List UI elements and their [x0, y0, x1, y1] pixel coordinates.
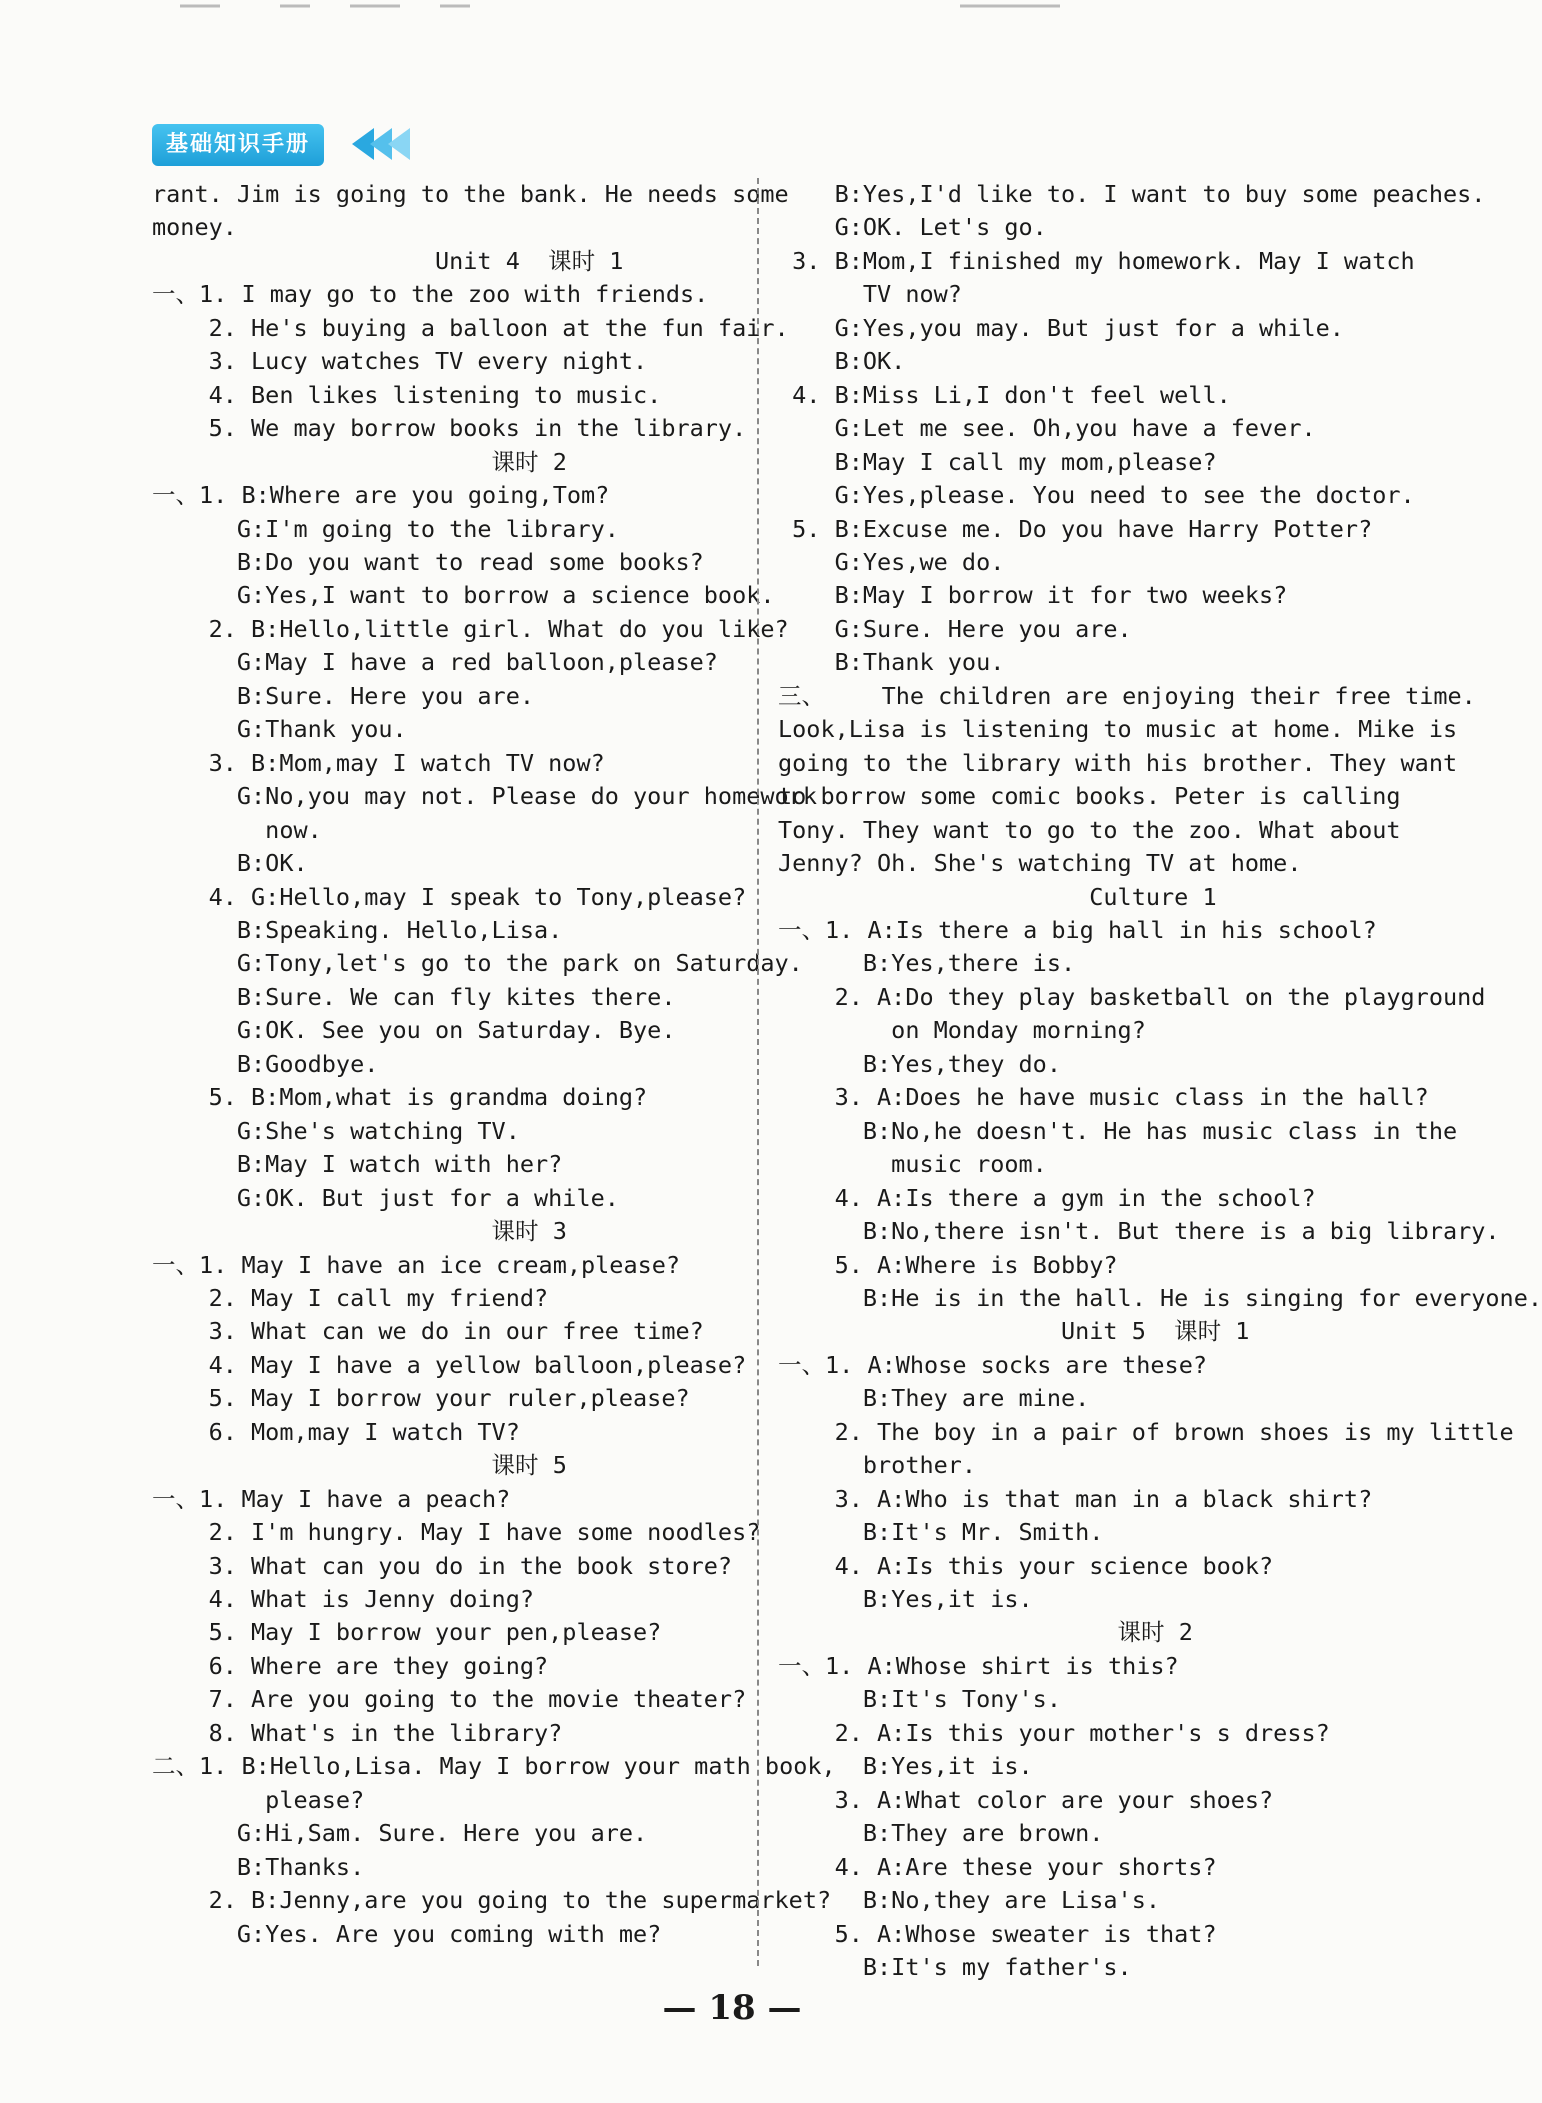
answer-column-right: B:Yes,I'd like to. I want to buy some peaches. G:OK. Let's go. 3. B:Mom,I finished my homework. May I watch TV now? G:Yes,you may. But just for a while. B:OK. 4. B:Miss Li,I don't feel well. G:Let me see. Oh,you have a fever. B:May I call my mom,please? G:Yes,please. You need to see the doctor. 5. B:Excuse me. Do you have Harry Potter? G:Yes,we do. B:May I borrow it for two weeks? G:Sure. Here you are. B:Thank you. 三、 The children are enjoying their free time. Look,Lisa is listening to music at home. Mike is going to the library with his brother. They want to borrow some comic books. Peter is calling Tony. They want to go to the zoo. What about Jenny? Oh. She's watching TV at home. Culture 1 一、1. A:Is there a big hall in his school? B:Yes,there is. 2. A:Do they play basketball on the playground on Monday morning? B:Yes,they do. 3. A:Does he have music class in the hall? B:No,he doesn't. He has music class in the music room. 4. A:Is there a gym in the school? B:No,there isn't. But there is a big library. 5. A:Where is Bobby? B:He is in the hall. He is singing for everyone. Unit 5 课时 1 一、1. A:Whose socks are these? B:They are mine. 2. The boy in a pair of brown shoes is my little brother. 3. A:Who is that man in a black shirt? B:It's Mr. Smith. 4. A:Is this your science book? B:Yes,it is. 课时 2 一、1. A:Whose shirt is this? B:It's Tony's. 2. A:Is this your mother's s dress? B:Yes,it is. 3. A:What color are your shoes? B:They are brown. 4. A:Are these your shorts? B:No,they are Lisa's. 5. A:Whose sweater is that? B:It's my father's. — [778, 180, 1542, 1982]
column-divider — [757, 178, 759, 1966]
answer-column-left: rant. Jim is going to the bank. He needs some money. Unit 4 课时 1 一、1. I may go to the zoo with friends. 2. He's buying a balloon at the fun fair. 3. Lucy watches TV every night. 4. Ben likes listening to music. 5. We may borrow books in the library. 课时 2 一、1. B:Where are you going,Tom? G:I'm going to the library. B:Do you want to read some books? G:Yes,I want to borrow a science book. 2. B:Hello,little girl. What do you like? G:May I have a red balloon,please? B:Sure. Here you are. G:Thank you. 3. B:Mom,may I watch TV now? G:No,you may not. Please do your homework now. B:OK. 4. G:Hello,may I speak to Tony,please? B:Speaking. Hello,Lisa. G:Tony,let's go to the park on Saturday. B:Sure. We can fly kites there. G:OK. See you on Saturday. Bye. B:Goodbye. 5. B:Mom,what is grandma doing? G:She's watching TV. B:May I watch with her? G:OK. But just for a while. 课时 3 一、1. May I have an ice cream,please? 2. May I call my friend? 3. What can we do in our free time? 4. May I have a yellow balloon,please? 5. May I borrow your ruler,please? 6. Mom,may I watch TV? 课时 5 一、1. May I have a peach? 2. I'm hungry. May I have some noodles? 3. What can you do in the book store? 4. What is Jenny doing? 5. May I borrow your pen,please? 6. Where are they going? 7. Are you going to the movie theater? 8. What's in the library? 二、1. B:Hello,Lisa. May I borrow your math book, please? G:Hi,Sam. Sure. Here you are. B:Thanks. 2. B:Jenny,are you going to the supermarket? G:Yes. Are you coming with me? — [152, 180, 836, 1948]
top-edge-marks — [180, 4, 1080, 8]
double-arrow-left-icon — [352, 124, 412, 164]
page-number: — 18 — — [662, 1988, 802, 2028]
section-badge: 基础知识手册 — [152, 124, 324, 166]
